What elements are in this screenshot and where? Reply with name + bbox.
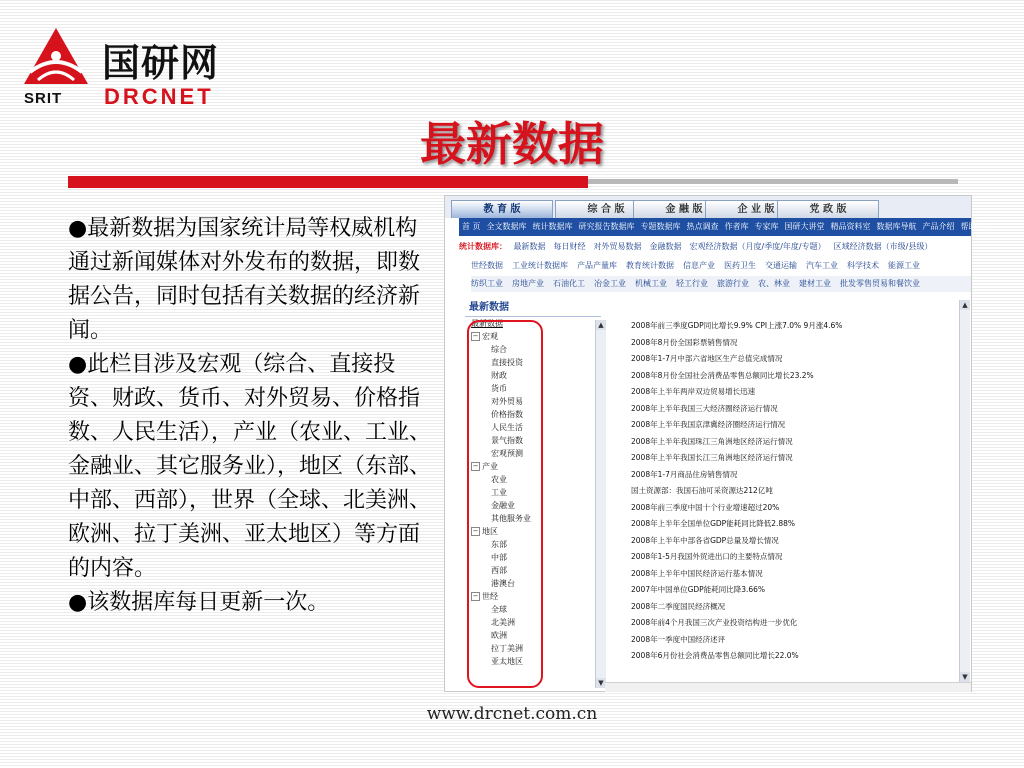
bullet-text (68, 212, 438, 620)
tree-item[interactable]: 景气指数 (491, 436, 523, 445)
news-item[interactable]: 2007年中国单位GDP能耗同比降3.66% (631, 585, 766, 594)
scroll-up-icon[interactable]: ▲ (960, 300, 970, 310)
news-item[interactable]: 2008年一季度中国经济述评 (631, 634, 726, 644)
tree-item[interactable]: 中部 (491, 553, 507, 562)
collapse-icon[interactable]: − (472, 332, 479, 340)
tree-item[interactable]: 财政 (491, 371, 507, 380)
stat-db-link[interactable]: 每日财经 (553, 242, 586, 251)
tree-header: 最新数据 (465, 300, 601, 317)
news-item[interactable]: 国土资源部：我国石油可采资源达212亿吨 (631, 486, 773, 495)
nav-link[interactable]: 研究报告数据库 (578, 222, 635, 231)
industry-link[interactable]: 医药卫生 (724, 261, 756, 270)
title-underline-grey (588, 179, 958, 184)
database-screenshot (444, 195, 993, 692)
news-item[interactable]: 2008年上半年我国珠江三角洲地区经济运行情况 (631, 436, 793, 446)
tree-category-label: 地区 (482, 527, 498, 536)
nav-link[interactable]: 专题数据库 (640, 222, 681, 231)
industry-link[interactable]: 教育统计数据 (626, 261, 674, 270)
news-item[interactable]: 2008年上半年两岸双边贸易增长迅速 (631, 387, 756, 396)
tree-item[interactable]: 西部 (491, 566, 507, 575)
nav-link[interactable]: 全文数据库 (486, 222, 527, 231)
nav-link[interactable]: 作者库 (724, 222, 749, 231)
tree-item[interactable]: 金融业 (491, 501, 515, 510)
news-item[interactable]: 2008年前三季度GDP同比增长9.9% CPI上涨7.0% 9月涨4.6% (631, 321, 843, 330)
stat-db-link[interactable]: 金融数据 (649, 242, 682, 251)
industry-link[interactable]: 纺织工业 (471, 279, 503, 288)
industry-link[interactable]: 农、林业 (758, 279, 790, 288)
stat-db-link[interactable]: 宏观经济数据（月度/季度/年度/专题） (689, 242, 826, 251)
tree-item[interactable]: 货币 (491, 384, 507, 393)
tree-item[interactable]: 欧洲 (491, 631, 507, 640)
news-item[interactable]: 2008年上半年中国民经济运行基本情况 (631, 568, 763, 578)
tree-item[interactable]: 东部 (491, 540, 507, 549)
logo-srit: SRIT (24, 90, 63, 107)
stat-db-row (459, 238, 971, 256)
tree-item[interactable]: 港澳台 (491, 579, 515, 588)
industry-link[interactable]: 能源工业 (888, 261, 920, 270)
highlight-ring (467, 320, 543, 688)
tab-general[interactable]: 综 合 版 (555, 200, 657, 218)
tree-scrollbar[interactable] (595, 320, 606, 688)
tree-item[interactable]: 北美洲 (491, 618, 515, 627)
industry-row-1 (471, 258, 971, 274)
news-item[interactable]: 2008年6月份社会消费品零售总额同比增长22.0% (631, 651, 799, 660)
tab-finance[interactable]: 金 融 版 (633, 200, 735, 218)
status-bar (605, 682, 971, 692)
stat-db-link[interactable]: 最新数据 (513, 242, 546, 251)
stat-db-link[interactable]: 对外贸易数据 (593, 242, 642, 251)
news-item[interactable]: 2008年1-5月我国外贸进出口的主要特点情况 (631, 552, 783, 561)
nav-link[interactable]: 专家库 (754, 222, 779, 231)
collapse-icon[interactable]: − (472, 592, 479, 600)
industry-link[interactable]: 旅游行业 (717, 279, 749, 288)
news-item[interactable]: 2008年上半年我国三大经济圈经济运行情况 (631, 403, 778, 413)
news-item[interactable]: 2008年二季度国民经济概况 (631, 601, 726, 611)
nav-link[interactable]: 帮助中心 (960, 222, 993, 231)
news-scrollbar[interactable] (959, 300, 970, 682)
nav-link[interactable]: 精品资料室 (830, 222, 871, 231)
collapse-icon[interactable]: − (472, 527, 479, 535)
news-item[interactable]: 2008年1-7月中部六省地区生产总值完成情况 (631, 354, 783, 363)
scroll-down-icon[interactable]: ▼ (960, 672, 970, 682)
news-item[interactable]: 2008年1-7月商品住房销售情况 (631, 469, 738, 479)
industry-link[interactable]: 机械工业 (635, 279, 667, 288)
main-nav-bar (459, 218, 993, 236)
tree-item[interactable]: 拉丁美洲 (491, 644, 523, 653)
news-item[interactable]: 2008年前三季度中国十个行业增速超过20% (631, 502, 780, 512)
nav-link[interactable]: 产品介绍 (922, 222, 955, 231)
industry-link[interactable]: 世经数据 (471, 261, 503, 270)
tab-government[interactable]: 党 政 版 (777, 200, 879, 218)
slide-title: 最新数据 (420, 117, 604, 171)
scroll-up-icon[interactable]: ▲ (596, 320, 606, 330)
tree-item[interactable]: 人民生活 (491, 423, 523, 432)
bullet-3: ●该数据库每日更新一次。 (68, 590, 330, 615)
tree-category-label: 宏观 (482, 332, 498, 341)
news-item[interactable]: 2008年上半年全国单位GDP能耗同比降低2.88% (631, 519, 796, 528)
tree-item[interactable]: 价格指数 (491, 410, 523, 419)
title-underline-red (68, 176, 588, 188)
nav-link[interactable]: 国研大讲堂 (784, 222, 825, 231)
news-item[interactable]: 2008年前4个月我国三次产业投资结构进一步优化 (631, 618, 798, 627)
nav-link[interactable]: 统计数据库 (532, 222, 573, 231)
stat-db-label: 统计数据库： (459, 242, 507, 251)
nav-link[interactable]: 热点调查 (686, 222, 719, 231)
scroll-down-icon[interactable]: ▼ (596, 678, 606, 688)
industry-link[interactable]: 信息产业 (683, 261, 715, 270)
tab-enterprise[interactable]: 企 业 版 (705, 200, 807, 218)
industry-link[interactable]: 工业统计数据库 (512, 261, 568, 270)
industry-link[interactable]: 建材工业 (799, 279, 831, 288)
industry-link[interactable]: 冶金工业 (594, 279, 626, 288)
logo-chinese-name: 国研网 (102, 41, 220, 85)
stat-db-link[interactable]: 区域经济数据（市级/县级） (833, 242, 933, 251)
industry-link[interactable]: 批发零售贸易和餐饮业 (840, 279, 920, 288)
collapse-icon[interactable]: − (472, 462, 479, 470)
tree-category-label: 产业 (482, 462, 498, 471)
news-list (631, 318, 951, 665)
industry-link[interactable]: 产品产量库 (577, 261, 617, 270)
edition-tabs (445, 196, 971, 218)
tree-item[interactable]: 综合 (491, 345, 507, 354)
news-item[interactable]: 2008年上半年我国京津冀经济圈经济运行情况 (631, 420, 786, 429)
tree-item[interactable]: 工业 (491, 488, 507, 497)
bullet-2: ●此栏目涉及宏观（综合、直接投资、财政、货币、对外贸易、价格指数、人民生活），产业（农业、工业、金融业、其它服务业），地区（东部、中部、西部），世界（全球、北美洲、欧洲、拉丁美洲、亚太地区）等方面的内容。 (68, 352, 432, 581)
tree-item[interactable]: 全球 (491, 605, 507, 614)
industry-link[interactable]: 科学技术 (847, 261, 879, 270)
logo (20, 28, 240, 108)
tree-category-label: 世经 (482, 592, 498, 601)
industry-row-2 (471, 276, 971, 292)
tree-item[interactable]: 宏观预测 (491, 449, 523, 458)
tab-education[interactable]: 教 育 版 (451, 200, 553, 218)
industry-link[interactable]: 石油化工 (553, 279, 585, 288)
industry-link[interactable]: 房地产业 (512, 279, 544, 288)
news-item[interactable]: 2008年上半年我国长江三角洲地区经济运行情况 (631, 453, 793, 462)
tree-item[interactable]: 农业 (491, 475, 507, 484)
news-item[interactable]: 2008年8月份全国社会消费品零售总额同比增长23.2% (631, 370, 814, 380)
tree-item[interactable]: 亚太地区 (491, 657, 523, 666)
nav-link[interactable]: 数据库导航 (876, 222, 917, 231)
industry-link[interactable]: 轻工行业 (676, 279, 708, 288)
news-item[interactable]: 2008年上半年中部各省GDP总量及增长情况 (631, 535, 779, 545)
tree-item[interactable]: 其他服务业 (491, 514, 531, 523)
industry-link[interactable]: 汽车工业 (806, 261, 838, 270)
logo-drcnet: DRCNET (104, 84, 214, 109)
tree-root[interactable]: 最新数据 (471, 319, 503, 328)
tree-item[interactable]: 对外贸易 (491, 397, 523, 406)
footer-url: www.drcnet.com.cn (426, 704, 598, 724)
news-item[interactable]: 2008年8月份全国彩票销售情况 (631, 337, 738, 347)
industry-link[interactable]: 交通运输 (765, 261, 797, 270)
drcnet-logo-icon (24, 28, 88, 86)
nav-link[interactable]: 首 页 (462, 222, 481, 231)
bullet-1: ●最新数据为国家统计局等权威机构通过新闻媒体对外发布的数据，即数据公告，同时包括有关数据的经济新闻。 (68, 216, 421, 343)
tree-item[interactable]: 直接投资 (491, 358, 523, 367)
